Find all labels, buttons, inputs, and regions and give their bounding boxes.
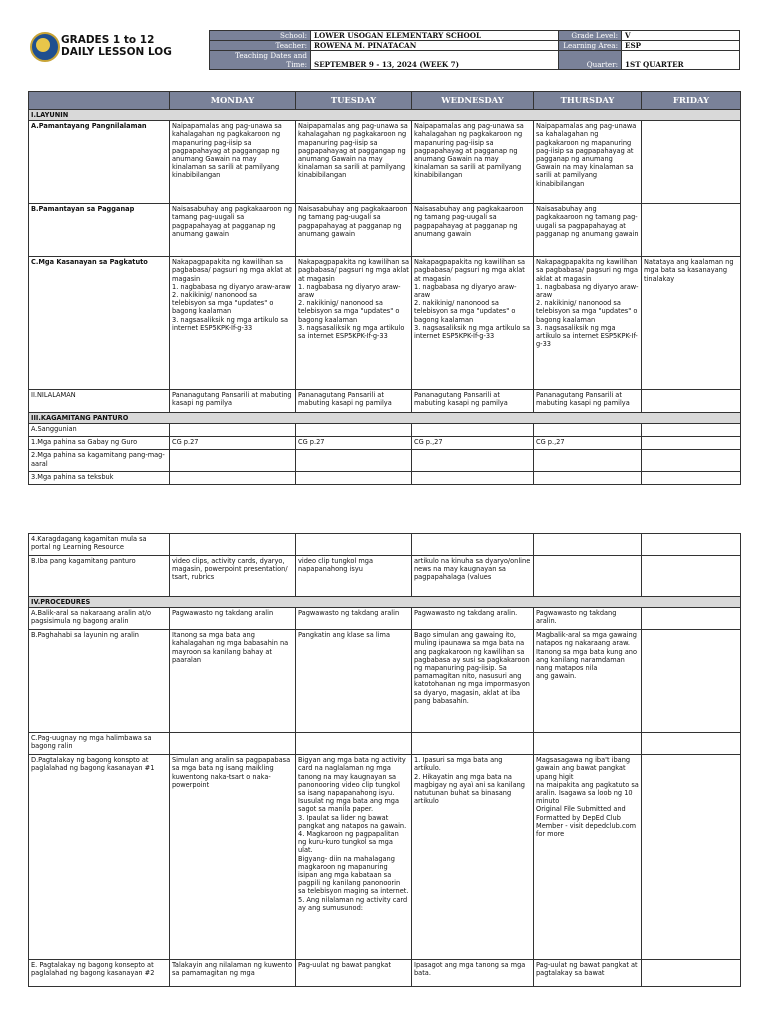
table-row [29,960,741,987]
cell-monday: Simulan ang aralin sa pagpapabasa sa mga bata ng isang maikling kuwentong naka-tsart o naka-powerpoint [170,755,296,960]
quarter-value: 1ST QUARTER [622,51,740,70]
cell-thursday: Pag-uulat ng bawat pangkat at pagtalakay sa bawat [534,960,642,987]
table-row [29,472,741,485]
table-row [29,630,741,733]
seal-center-icon [36,38,50,52]
cell-monday: Pagwawasto ng takdang aralin [170,608,296,630]
cell-wednesday [412,424,534,437]
cell-friday [642,608,741,630]
row-label: C.Mga Kasanayan sa Pagkatuto [29,257,170,390]
cell-friday [642,204,741,257]
cell-thursday: Naipapamalas ang pag-unawa sa kahalagahan ng pagkakaroon ng mapanuring pag-iisip sa pagpapahayag at pagganap ng anumang Gawain na may kinalaman sa sarili at pamilyang kinabibilangan [534,121,642,204]
lesson-log-table-page-2 [28,533,741,987]
cell-tuesday: Nakapagpapakita ng kawilihan sa pagbabasa/ pagsuri ng mga aklat at magasin 1. nagbabasa ng diyaryo araw-araw 2. nakikinig/ nanonood sa telebisyon sa mga "updates" o bagong kaalaman 3. nagsasaliksik ng mga artikulo sa internet ESP5KPK-If-g-33 [296,257,412,390]
cell-monday [170,424,296,437]
cell-monday: Naipapamalas ang pag-unawa sa kahalagahan ng pagkakaroon ng mapanuring pag-iisip sa pagpapahayag at paggangap ng anumang Gawain na may kinalaman sa sarili at pamilyang kinabibilangan [170,121,296,204]
cell-wednesday [412,472,534,485]
row-label: A.Sanggunian [29,424,170,437]
cell-thursday [534,450,642,472]
cell-wednesday: Naipapamalas ang pag-unawa sa kahalagahan ng pagkakaroon ng mapanuring pag-iisip sa pagpapahayag at pagganap ng anumang Gawain na may kinalaman sa sarili at pamilyang kinabibilangan [412,121,534,204]
cell-tuesday: CG p.27 [296,437,412,450]
table-row [29,390,741,413]
day-header-monday: MONDAY [170,92,296,110]
cell-friday [642,534,741,556]
cell-monday: Talakayin ang nilalaman ng kuwento sa pamamagitan ng mga [170,960,296,987]
title-line-2: DAILY LESSON LOG [61,46,172,58]
area-value: ESP [622,41,740,51]
cell-tuesday: Naipapamalas ang pag-unawa sa kahalagahan ng pagkakaroon ng mapanuring pag-iisip sa pagpapahayag at paggangap ng anumang Gawain na may kinalaman sa sarili at pamilyang kinabibilangan [296,121,412,204]
cell-friday [642,472,741,485]
cell-wednesday: artikulo na kinuha sa dyaryo/online news na may kaugnayan sa pagpapahalaga (values [412,556,534,597]
cell-friday [642,390,741,413]
cell-tuesday [296,450,412,472]
cell-tuesday: Pangkatin ang klase sa lima [296,630,412,733]
cell-monday: Itanong sa mga bata ang kahalagahan ng mga babasahin na mayroon sa kanilang bahay at paaralan [170,630,296,733]
cell-tuesday [296,424,412,437]
grade-value: V [622,31,740,41]
title-line-1: GRADES 1 to 12 [61,34,155,46]
cell-friday [642,121,741,204]
table-row [29,556,741,597]
row-label: E. Pagtalakay ng bagong konsepto at paglalahad ng bagong kasanayan #2 [29,960,170,987]
school-value: LOWER USOGAN ELEMENTARY SCHOOL [311,31,559,41]
cell-friday [642,630,741,733]
cell-monday: CG p.27 [170,437,296,450]
row-label: 2.Mga pahina sa kagamitang pang-mag-aaral [29,450,170,472]
table-row [29,450,741,472]
cell-tuesday: video clip tungkol mga napapanahong isyu [296,556,412,597]
cell-tuesday: Pagwawasto ng takdang aralin [296,608,412,630]
day-header-wednesday: WEDNESDAY [412,92,534,110]
lesson-log-table-page-1 [28,91,741,485]
cell-wednesday: Ipasagot ang mga tanong sa mga bata. [412,960,534,987]
cell-monday [170,450,296,472]
cell-thursday: Pananagutang Pansarili at mabuting kasapi ng pamilya [534,390,642,413]
row-label: B.Paghahabi sa layunin ng aralin [29,630,170,733]
table-row [29,204,741,257]
cell-thursday: Naisasabuhay ang pagkakaaroon ng tamang pag-uugali sa pagpapahayag at pagganap ng anumang gawain [534,204,642,257]
dates-value: SEPTEMBER 9 - 13, 2024 (WEEK 7) [311,51,559,70]
row-label: B.Iba pang kagamitang panturo [29,556,170,597]
section-row [29,597,741,608]
section-heading: IV.PROCEDURES [29,597,741,608]
cell-friday [642,424,741,437]
cell-monday: Nakapagpapakita ng kawilihan sa pagbabasa/ pagsuri ng mga aklat at magasin 1. nagbabasa ng diyaryo araw-araw 2. nakikinig/ nanonood sa telebisyon sa mga "updates" o bagong kaalaman 3. nagsasaliksik ng mga artikulo sa internet ESP5KPK-If-g-33 [170,257,296,390]
row-label: B.Pamantayan sa Pagganap [29,204,170,257]
cell-friday [642,755,741,960]
row-label: 1.Mga pahina sa Gabay ng Guro [29,437,170,450]
cell-thursday: Pagwawasto ng takdang aralin. [534,608,642,630]
table-row [29,257,741,390]
section-row [29,413,741,424]
cell-thursday: Magsasagawa ng iba't ibang gawain ang bawat pangkat upang higit na maipakita ang pagkatuto sa aralin. Isagawa sa loob ng 10 minuto Original File Submitted and Formatted by DepEd Club Member - visit depedclub.com for more [534,755,642,960]
cell-tuesday [296,733,412,755]
area-label: Learning Area: [559,41,622,51]
table-row [29,424,741,437]
cell-tuesday: Naisasabuhay ang pagkakaaroon ng tamang pag-uugali sa pagpapahayag at pagganap ng anumang gawain [296,204,412,257]
teacher-value: ROWENA M. PINATACAN [311,41,559,51]
cell-wednesday: Pagwawasto ng takdang aralin. [412,608,534,630]
cell-tuesday [296,472,412,485]
row-label: 4.Karagdagang kagamitan mula sa portal ng Learning Resource [29,534,170,556]
cell-wednesday: Bago simulan ang gawaing ito, muling ipaunawa sa mga bata na ang pagkakaroon ng kawilihan sa pagbabasa ay susi sa pagkakaroon ng mapanuring pag-iisip. Sa pamamagitan nito, nasusuri ang katotohanan ng mga impormasyon sa dyaryo, magasin, aklat at iba pang babasahin. [412,630,534,733]
cell-friday [642,733,741,755]
cell-friday [642,437,741,450]
table-row [29,437,741,450]
cell-wednesday [412,450,534,472]
cell-friday [642,960,741,987]
label-column-header [29,92,170,110]
section-heading: I.LAYUNIN [29,110,741,121]
cell-wednesday [412,534,534,556]
section-heading: III.KAGAMITANG PANTURO [29,413,741,424]
quarter-label: Quarter: [559,51,622,70]
cell-tuesday: Pag-uulat ng bawat pangkat [296,960,412,987]
cell-monday [170,733,296,755]
header-info [209,30,740,70]
cell-friday [642,556,741,597]
document-title [61,34,209,58]
row-label: D.Pagtalakay ng bagong konspto at paglalahad ng bagong kasanayan #1 [29,755,170,960]
cell-monday [170,472,296,485]
table-row [29,121,741,204]
cell-thursday [534,733,642,755]
row-label: C.Pag-uugnay ng mga halimbawa sa bagong ralin [29,733,170,755]
cell-tuesday: Bigyan ang mga bata ng activity card na naglalaman ng mga tanong na may kaugnayan sa panonooring video clip tungkol sa isang napapanahong isyu. Isusulat ng mga bata ang mga sagot sa manila paper. 3. Ipaulat sa lider ng bawat pangkat ang natapos na gawain. 4. Magkaroon ng pagpapalitan ng kuru-kuro tungkol sa mga ulat. Bigyang- diin na mahalagang magkaroon ng mapanuring isipan ang mga kabataan sa pagpili ng kanilang panonoorin sa telebisyon maging sa internet. 5. Ang nilalaman ng activity card ay ang sumusunod: [296,755,412,960]
cell-friday [642,450,741,472]
cell-thursday: Nakapagpapakita ng kawilihan sa pagbabasa/ pagsuri ng mga aklat at magasin 1. nagbabasa ng diyaryo araw-araw 2. nakikinig/ nanonood sa telebisyon sa mga "updates" o bagong kaalaman 3. nagsasaliksik ng mga artikulo sa internet ESP5KPK-If-g-33 [534,257,642,390]
cell-monday: Pananagutang Pansarili at mabuting kasapi ng pamilya [170,390,296,413]
row-label: A.Balik-aral sa nakaraang aralin at/o pagsisimula ng bagong aralin [29,608,170,630]
day-header-tuesday: TUESDAY [296,92,412,110]
deped-logo [30,32,60,62]
row-label: 3.Mga pahina sa teksbuk [29,472,170,485]
cell-thursday: CG p.,27 [534,437,642,450]
cell-tuesday [296,534,412,556]
cell-tuesday: Pananagutang Pansarili at mabuting kasapi ng pamilya [296,390,412,413]
table-row [29,755,741,960]
cell-wednesday: Naisasabuhay ang pagkakaaroon ng tamang pag-uugali sa pagpapahayag at pagganap ng anumang gawain [412,204,534,257]
table-row [29,534,741,556]
cell-wednesday: CG p.,27 [412,437,534,450]
grade-label: Grade Level: [559,31,622,41]
cell-thursday [534,472,642,485]
row-label: A.Pamantayang Pangnilalaman [29,121,170,204]
cell-thursday [534,556,642,597]
dates-label: Teaching Dates and Time: [210,51,311,70]
teacher-label: Teacher: [210,41,311,51]
cell-wednesday: Nakapagpapakita ng kawilihan sa pagbabasa/ pagsuri ng mga aklat at magasin 1. nagbabasa ng diyaryo araw-araw 2. nakikinig/ nanonood sa telebisyon sa mga "updates" o bagong kaalaman 3. nagsasaliksik ng mga artikulo sa internet ESP5KPK-If-g-33 [412,257,534,390]
cell-monday: video clips, activity cards, dyaryo, magasin, powerpoint presentation/ tsart, rubrics [170,556,296,597]
table-row [29,733,741,755]
section-row [29,110,741,121]
cell-wednesday: Pananagutang Pansarili at mabuting kasapi ng pamilya [412,390,534,413]
row-label: II.NILALAMAN [29,390,170,413]
cell-thursday: Magbalik-aral sa mga gawaing natapos ng nakaraang araw. Itanong sa mga bata kung ano ang kanilang naramdaman nang matapos nila ang gawain. [534,630,642,733]
cell-thursday [534,534,642,556]
cell-thursday [534,424,642,437]
cell-wednesday: 1. Ipasuri sa mga bata ang artikulo. 2. Hikayatin ang mga bata na magbigay ng ayaì ani sa kanilang natutunan buhat sa binasang artikulo [412,755,534,960]
day-header-thursday: THURSDAY [534,92,642,110]
table-row [29,608,741,630]
cell-friday: Natataya ang kaalaman ng mga bata sa kasanayang tinalakay [642,257,741,390]
cell-wednesday [412,733,534,755]
day-header-friday: FRIDAY [642,92,741,110]
cell-monday [170,534,296,556]
cell-monday: Naisasabuhay ang pagkakaaroon ng tamang pag-uugali sa pagpapahayag at pagganap ng anumang gawain [170,204,296,257]
school-label: School: [210,31,311,41]
